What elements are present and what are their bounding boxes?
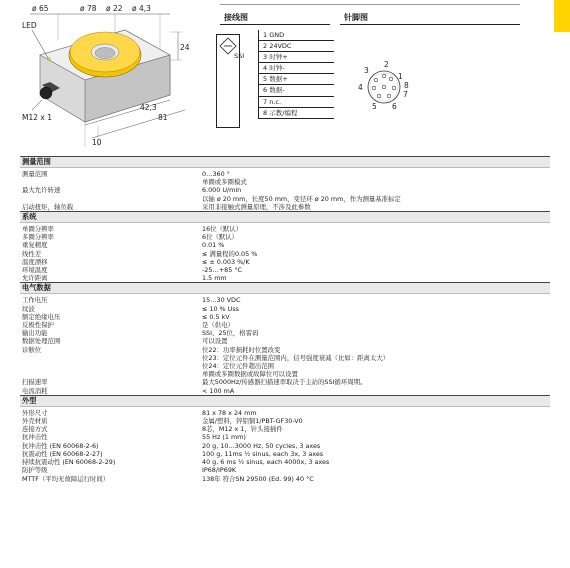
spec-value: 20 g, 10…3000 Hz, 50 cycles, 3 axes — [202, 441, 321, 450]
pin-label-1: 1 — [398, 72, 403, 81]
spec-label: 单圈分辨率 — [22, 225, 54, 234]
spec-label: 抗冲击性 — [22, 433, 48, 442]
section-electrical — [20, 282, 550, 394]
spec-value: ≤ 0.5 kV — [202, 312, 230, 321]
section-title: 测量范围 — [20, 156, 550, 168]
spec-label: 数据处理范围 — [22, 337, 61, 346]
spec-label: 外壳材质 — [22, 417, 48, 426]
pin-title-rule — [340, 24, 520, 25]
section-title: 系统 — [20, 211, 550, 223]
section-title: 外型 — [20, 395, 550, 407]
spec-label: 额定绝缘电压 — [22, 312, 61, 321]
spec-row — [20, 475, 550, 483]
section-system — [20, 211, 550, 282]
wire-2: 2 24VDC — [258, 41, 334, 52]
spec-row — [20, 178, 550, 186]
spec-row — [20, 274, 550, 282]
spec-label: 重复精度 — [22, 241, 48, 250]
spec-value: 位23：定位元件在测量范围内，信号强度衰减（比如：距离太大） — [202, 353, 390, 362]
spec-table — [20, 156, 550, 483]
wiring-diagram-title: 接线图 — [224, 13, 248, 22]
spec-label: 工作电压 — [22, 296, 48, 305]
spec-value: 40 g, 6 ms ½ sinus, each 4000x, 3 axes — [202, 458, 330, 467]
spec-row — [20, 186, 550, 194]
spec-value: 55 Hz (1 mm) — [202, 433, 246, 442]
spec-row — [20, 225, 550, 233]
spec-label: 线性差 — [22, 249, 42, 258]
spec-value: IP68/IP69K — [202, 466, 237, 475]
spec-label: 纹波 — [22, 304, 35, 313]
spec-value: 最大5000Hz/传感器扫描速率取决于主站的SSI循环周期。 — [202, 378, 367, 387]
brand-corner-tab — [554, 0, 570, 32]
wire-3: 3 时钟+ — [258, 52, 334, 63]
dim-d22: ø 22 — [106, 4, 123, 13]
spec-row — [20, 458, 550, 466]
spec-value: 100 g, 11ms ½ sinus, each 3x, 3 axes — [202, 449, 324, 458]
pin-label-6: 6 — [392, 102, 397, 111]
pin-label-3: 3 — [364, 66, 369, 75]
spec-row — [20, 203, 550, 211]
spec-row — [20, 241, 550, 249]
wire-7: 7 n.c. — [258, 97, 334, 108]
dim-w423: 42,3 — [140, 103, 157, 112]
spec-value: 采用非接触式测量原理，不涉及此参数 — [202, 202, 311, 211]
section-measuring-range — [20, 156, 550, 211]
spec-label: 电流消耗 — [22, 386, 48, 395]
spec-row — [20, 195, 550, 203]
spec-row — [20, 321, 550, 329]
spec-value: 位22：功率损耗时位置改变 — [202, 345, 281, 354]
pin-diagram — [354, 57, 424, 127]
dim-m12: M12 x 1 — [22, 113, 52, 122]
spec-row — [20, 433, 550, 441]
spec-label: 环境温度 — [22, 266, 48, 275]
wire-1: 1 GND — [258, 30, 334, 41]
spec-label: 防护等级 — [22, 466, 48, 475]
spec-label: 抗冲击性 (EN 60068-2-6) — [22, 441, 99, 450]
spec-value: 可以设置 — [202, 337, 228, 346]
spec-row — [20, 296, 550, 304]
spec-value: 16位（默认） — [202, 225, 243, 234]
dimension-drawing — [20, 0, 205, 150]
wiring-title-rule — [220, 24, 330, 25]
spec-value: < 100 mA — [202, 386, 235, 395]
dim-h24: 24 — [180, 43, 190, 52]
spec-label: 允许距离 — [22, 274, 48, 283]
spec-value: ≤ 满量程的0.05 % — [202, 249, 258, 258]
spec-value: 6位（默认） — [202, 233, 239, 242]
spec-label: 连接方式 — [22, 425, 48, 434]
spec-label: 测量范围 — [22, 170, 48, 178]
spec-row — [20, 442, 550, 450]
spec-value: 0.01 % — [202, 241, 225, 250]
spec-row — [20, 346, 550, 354]
panel-top-rule — [220, 4, 520, 5]
encoder-drawing-svg — [20, 0, 205, 150]
sensor-symbol — [216, 34, 240, 128]
spec-row — [20, 409, 550, 417]
spec-value: 单圈或多圈数据或故障位可以设置 — [202, 370, 298, 379]
spec-value: 单圈或多圈模式 — [202, 178, 247, 187]
spec-label: 多圈分辨率 — [22, 233, 54, 242]
spec-row — [20, 233, 550, 241]
spec-row — [20, 170, 550, 178]
spec-value: 1.5 mm — [202, 274, 227, 283]
spec-row — [20, 313, 550, 321]
pin-label-8: 8 — [404, 81, 409, 90]
pin-diagram-title: 针脚图 — [344, 13, 368, 22]
spec-value: 是（供电） — [202, 321, 234, 330]
spec-label: 抗震动性 (EN 60068-2-27) — [22, 449, 103, 458]
spec-row — [20, 378, 550, 386]
pin-label-2: 2 — [384, 60, 389, 69]
spec-value: 以轴 ø 20 mm，长度50 mm，变径环 ø 20 mm，作为测量基准标定 — [202, 194, 401, 203]
wire-8: 8 示教/编程 — [258, 108, 334, 119]
spec-value: 位24：定位元件超出范围 — [202, 362, 275, 371]
dim-d78: ø 78 — [80, 4, 97, 13]
spec-row — [20, 337, 550, 345]
spec-row — [20, 354, 550, 362]
pin-label-4: 4 — [358, 83, 363, 92]
spec-value: 6.000 U/min — [202, 186, 242, 195]
spec-value: SSI、25位，格雷码 — [202, 329, 259, 338]
spec-row — [20, 266, 550, 274]
spec-row — [20, 250, 550, 258]
spec-value: ≤ 10 % Uss — [202, 304, 239, 313]
spec-label: 输出功能 — [22, 329, 48, 338]
wiring-panel — [214, 2, 514, 142]
spec-value: 15…30 VDC — [202, 296, 241, 305]
spec-row — [20, 305, 550, 313]
spec-label: 温度漂移 — [22, 257, 48, 266]
dim-w10: 10 — [92, 138, 102, 147]
spec-value: 8芯，M12 x 1，针头接插件 — [202, 425, 283, 434]
section-mechanical — [20, 395, 550, 483]
spec-row — [20, 425, 550, 433]
wire-4: 4 时钟- — [258, 63, 334, 74]
spec-row — [20, 417, 550, 425]
wire-list — [258, 30, 334, 119]
spec-value: 0…360 ° — [202, 170, 230, 178]
spec-label: MTTF（平均无故障运行时间） — [22, 474, 110, 483]
section-title: 电气数据 — [20, 282, 550, 294]
spec-label: 持续抗震动性 (EN 60068-2-29) — [22, 458, 116, 467]
pin-label-7: 7 — [403, 90, 408, 99]
spec-row — [20, 387, 550, 395]
spec-label: 最大允许转速 — [22, 186, 61, 195]
spec-row — [20, 329, 550, 337]
dim-d43: ø 4,3 — [132, 4, 151, 13]
dim-led: LED — [22, 21, 37, 30]
spec-label: 反极性保护 — [22, 321, 54, 330]
spec-label: 诊断位 — [22, 345, 42, 354]
spec-row — [20, 450, 550, 458]
spec-label: 扫描速率 — [22, 378, 48, 387]
wire-5: 5 数据+ — [258, 74, 334, 85]
dim-w81: 81 — [158, 113, 168, 122]
spec-value: 金属/塑料，锌铝铜1/PBT-GF30-V0 — [202, 417, 303, 426]
ssi-label: SSI — [234, 52, 245, 60]
spec-label: 外形尺寸 — [22, 408, 48, 417]
spec-label: 启动扭矩，轴负载 — [22, 202, 74, 211]
spec-value: -25…+85 °C — [202, 266, 243, 275]
spec-value: 138年 符合SN 29500 (Ed. 99) 40 °C — [202, 474, 314, 483]
dim-d65: ø 65 — [32, 4, 49, 13]
wire-6: 6 数据- — [258, 85, 334, 96]
spec-value: ≤ ± 0.003 %/K — [202, 257, 250, 266]
spec-row — [20, 258, 550, 266]
spec-value: 81 x 78 x 24 mm — [202, 408, 257, 417]
pin-label-5: 5 — [372, 102, 377, 111]
spec-row — [20, 466, 550, 474]
